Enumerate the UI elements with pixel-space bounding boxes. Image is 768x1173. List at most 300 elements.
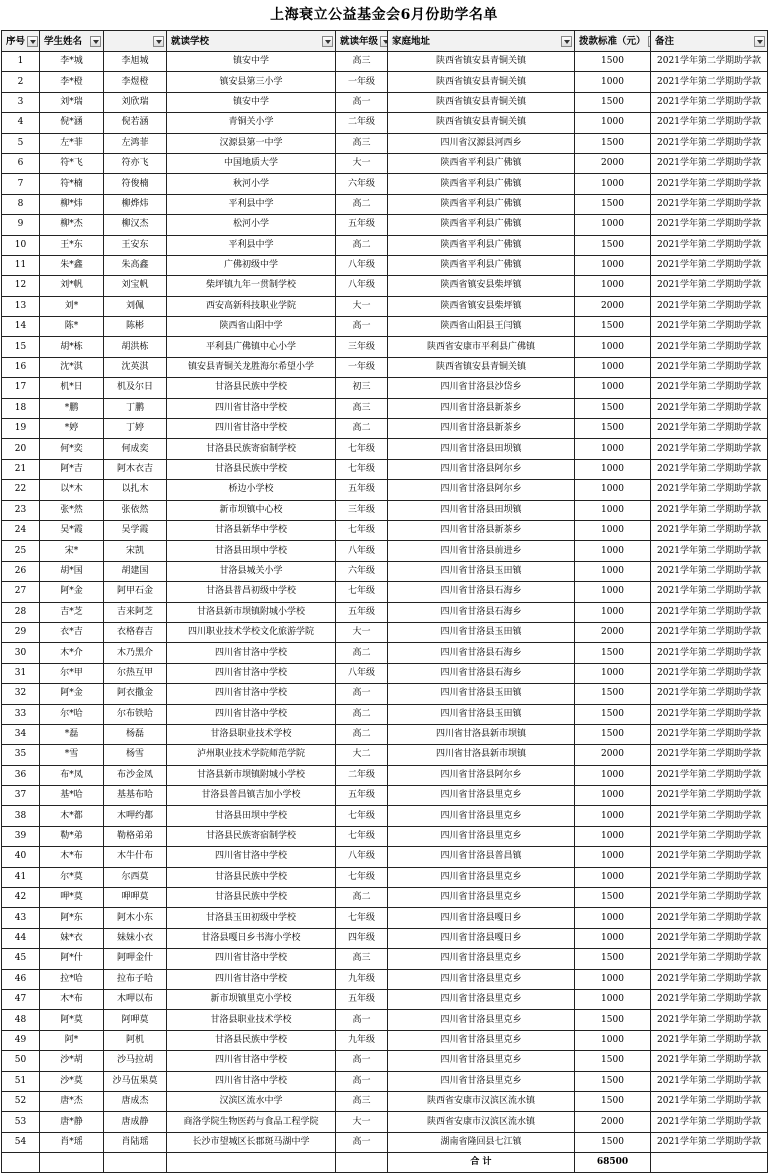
cell-amount: 1500	[575, 133, 651, 153]
cell-address: 四川省甘洛县新茶乡	[388, 520, 575, 540]
cell-full-name: 符俊楠	[104, 174, 167, 194]
table-row	[2, 1030, 768, 1050]
cell-address: 四川省甘洛县新市坝镇	[388, 724, 575, 744]
cell-grade: 五年级	[336, 989, 388, 1009]
cell-masked-name: 倪*涵	[40, 113, 104, 133]
cell-index: 45	[2, 949, 40, 969]
cell-remark: 2021学年第二学期助学款	[651, 194, 768, 214]
cell-remark: 2021学年第二学期助学款	[651, 153, 768, 173]
cell-address: 四川省甘洛县新茶乡	[388, 419, 575, 439]
total-cell	[2, 1153, 40, 1173]
cell-address: 陕西省镇安县青铜关镇	[388, 52, 575, 72]
cell-full-name: 木乃黑介	[104, 643, 167, 663]
cell-masked-name: 唐*杰	[40, 1091, 104, 1111]
cell-school: 甘洛县新市坝镇附城小学校	[167, 765, 336, 785]
cell-amount: 1000	[575, 439, 651, 459]
filter-dropdown-icon[interactable]	[153, 36, 164, 47]
cell-masked-name: 刘*瑞	[40, 92, 104, 112]
cell-amount: 1500	[575, 1071, 651, 1091]
cell-masked-name: 朱*鑫	[40, 255, 104, 275]
cell-grade: 高二	[336, 194, 388, 214]
cell-address: 四川省甘洛县普昌镇	[388, 847, 575, 867]
table-row	[2, 541, 768, 561]
cell-masked-name: 李*橙	[40, 72, 104, 92]
cell-school: 汉滨区流水中学	[167, 1091, 336, 1111]
cell-amount: 1000	[575, 1030, 651, 1050]
cell-remark: 2021学年第二学期助学款	[651, 174, 768, 194]
cell-school: 四川省甘洛中学校	[167, 1071, 336, 1091]
cell-index: 31	[2, 663, 40, 683]
cell-masked-name: 李*城	[40, 52, 104, 72]
cell-amount: 1000	[575, 541, 651, 561]
cell-masked-name: 胡*国	[40, 561, 104, 581]
cell-amount: 1500	[575, 888, 651, 908]
cell-address: 四川省甘洛县里克乡	[388, 786, 575, 806]
cell-masked-name: 沈*淇	[40, 357, 104, 377]
header-student-name: 学生姓名	[40, 31, 104, 52]
cell-address: 四川省甘洛县里克乡	[388, 949, 575, 969]
cell-amount: 1500	[575, 704, 651, 724]
cell-school: 四川职业技术学校文化旅游学院	[167, 622, 336, 642]
cell-full-name: 左鸿菲	[104, 133, 167, 153]
cell-index: 8	[2, 194, 40, 214]
cell-full-name: 勒格弟弟	[104, 826, 167, 846]
table-row	[2, 643, 768, 663]
cell-address: 陕西省平利县广佛镇	[388, 235, 575, 255]
cell-index: 47	[2, 989, 40, 1009]
cell-full-name: 木呷以布	[104, 989, 167, 1009]
cell-address: 四川省甘洛县里克乡	[388, 867, 575, 887]
filter-dropdown-icon[interactable]	[90, 36, 101, 47]
table-row	[2, 684, 768, 704]
cell-school: 四川省甘洛中学校	[167, 419, 336, 439]
table-row	[2, 1091, 768, 1111]
cell-index: 20	[2, 439, 40, 459]
cell-full-name: 丁鹏	[104, 398, 167, 418]
cell-full-name: 张依然	[104, 500, 167, 520]
filter-dropdown-icon[interactable]	[561, 36, 572, 47]
cell-masked-name: 肖*瑶	[40, 1132, 104, 1152]
cell-masked-name: 符*飞	[40, 153, 104, 173]
cell-index: 9	[2, 215, 40, 235]
cell-masked-name: 勒*弟	[40, 826, 104, 846]
table-row	[2, 439, 768, 459]
cell-address: 四川省汉源县河西乡	[388, 133, 575, 153]
cell-full-name: 吴学霞	[104, 520, 167, 540]
cell-amount: 1500	[575, 317, 651, 337]
cell-school: 新市坝镇里克小学校	[167, 989, 336, 1009]
table-row	[2, 113, 768, 133]
cell-index: 22	[2, 480, 40, 500]
table-row	[2, 398, 768, 418]
cell-remark: 2021学年第二学期助学款	[651, 52, 768, 72]
cell-amount: 1000	[575, 765, 651, 785]
cell-masked-name: 以*木	[40, 480, 104, 500]
cell-grade: 初三	[336, 378, 388, 398]
table-row	[2, 480, 768, 500]
cell-amount: 1500	[575, 235, 651, 255]
cell-grade: 七年级	[336, 439, 388, 459]
cell-index: 34	[2, 724, 40, 744]
cell-grade: 八年级	[336, 663, 388, 683]
cell-index: 37	[2, 786, 40, 806]
cell-amount: 1000	[575, 378, 651, 398]
table-row	[2, 194, 768, 214]
table-row	[2, 133, 768, 153]
cell-school: 甘洛县民族中学校	[167, 867, 336, 887]
cell-masked-name: 木*都	[40, 806, 104, 826]
cell-masked-name: 布*凤	[40, 765, 104, 785]
cell-index: 6	[2, 153, 40, 173]
cell-full-name: 以扎木	[104, 480, 167, 500]
table-row	[2, 1010, 768, 1030]
cell-school: 新市坝镇中心校	[167, 500, 336, 520]
cell-remark: 2021学年第二学期助学款	[651, 888, 768, 908]
cell-grade: 五年级	[336, 786, 388, 806]
cell-grade: 高二	[336, 419, 388, 439]
table-row	[2, 357, 768, 377]
cell-grade: 高三	[336, 52, 388, 72]
cell-index: 49	[2, 1030, 40, 1050]
cell-masked-name: 木*介	[40, 643, 104, 663]
cell-address: 陕西省平利县广佛镇	[388, 153, 575, 173]
cell-school: 四川省甘洛中学校	[167, 704, 336, 724]
cell-index: 26	[2, 561, 40, 581]
cell-remark: 2021学年第二学期助学款	[651, 398, 768, 418]
cell-masked-name: 木*布	[40, 989, 104, 1009]
cell-amount: 1000	[575, 867, 651, 887]
cell-amount: 2000	[575, 622, 651, 642]
cell-school: 四川省甘洛中学校	[167, 847, 336, 867]
cell-grade: 高二	[336, 704, 388, 724]
cell-index: 18	[2, 398, 40, 418]
cell-full-name: 倪若涵	[104, 113, 167, 133]
cell-full-name: 杨磊	[104, 724, 167, 744]
cell-school: 甘洛县新华中学校	[167, 520, 336, 540]
filter-dropdown-icon[interactable]	[322, 36, 333, 47]
cell-amount: 1000	[575, 255, 651, 275]
cell-masked-name: *雪	[40, 745, 104, 765]
cell-full-name: 机及尔日	[104, 378, 167, 398]
cell-full-name: 阿呷金什	[104, 949, 167, 969]
cell-masked-name: 沙*胡	[40, 1051, 104, 1071]
cell-grade: 七年级	[336, 806, 388, 826]
cell-amount: 1500	[575, 724, 651, 744]
total-cell	[104, 1153, 167, 1173]
header-grade: 就读年级	[336, 31, 388, 52]
cell-masked-name: 呷*莫	[40, 888, 104, 908]
cell-school: 甘洛县职业技术学校	[167, 724, 336, 744]
cell-full-name: 阿木衣吉	[104, 459, 167, 479]
table-row	[2, 663, 768, 683]
cell-remark: 2021学年第二学期助学款	[651, 622, 768, 642]
cell-school: 四川省甘洛中学校	[167, 398, 336, 418]
cell-grade: 高一	[336, 1071, 388, 1091]
cell-index: 24	[2, 520, 40, 540]
page-title: 上海衰立公益基金会6月份助学名单	[270, 7, 498, 23]
total-row	[2, 1153, 768, 1173]
cell-index: 30	[2, 643, 40, 663]
total-label: 合 计	[388, 1153, 575, 1173]
cell-address: 四川省甘洛县阿尔乡	[388, 459, 575, 479]
cell-address: 陕西省平利县广佛镇	[388, 194, 575, 214]
cell-masked-name: 阿*东	[40, 908, 104, 928]
cell-address: 四川省甘洛县石海乡	[388, 663, 575, 683]
table-row	[2, 378, 768, 398]
cell-masked-name: 阿*金	[40, 582, 104, 602]
cell-index: 23	[2, 500, 40, 520]
cell-masked-name: 胡*栋	[40, 337, 104, 357]
cell-full-name: 尔热互甲	[104, 663, 167, 683]
cell-school: 四川省甘洛中学校	[167, 643, 336, 663]
cell-grade: 高三	[336, 1091, 388, 1111]
cell-index: 48	[2, 1010, 40, 1030]
cell-school: 平利县广佛镇中心小学	[167, 337, 336, 357]
cell-full-name: 李煜橙	[104, 72, 167, 92]
cell-school: 四川省甘洛中学校	[167, 969, 336, 989]
cell-full-name: 丁婷	[104, 419, 167, 439]
cell-index: 7	[2, 174, 40, 194]
cell-grade: 八年级	[336, 255, 388, 275]
cell-index: 44	[2, 928, 40, 948]
cell-full-name: 妹妹小衣	[104, 928, 167, 948]
cell-remark: 2021学年第二学期助学款	[651, 337, 768, 357]
cell-remark: 2021学年第二学期助学款	[651, 1051, 768, 1071]
table-row	[2, 602, 768, 622]
cell-school: 青铜关小学	[167, 113, 336, 133]
cell-amount: 1000	[575, 969, 651, 989]
table-row	[2, 1132, 768, 1152]
cell-remark: 2021学年第二学期助学款	[651, 765, 768, 785]
cell-grade: 大一	[336, 296, 388, 316]
cell-address: 湖南省隆回县七江镇	[388, 1132, 575, 1152]
cell-grade: 高三	[336, 949, 388, 969]
cell-address: 陕西省安康市平利县广佛镇	[388, 337, 575, 357]
cell-amount: 1500	[575, 684, 651, 704]
cell-school: 甘洛县民族中学校	[167, 888, 336, 908]
cell-grade: 大一	[336, 153, 388, 173]
cell-address: 四川省甘洛县里克乡	[388, 969, 575, 989]
cell-index: 2	[2, 72, 40, 92]
cell-grade: 五年级	[336, 480, 388, 500]
table-row	[2, 561, 768, 581]
table-row	[2, 296, 768, 316]
cell-address: 陕西省镇安县柴坪镇	[388, 276, 575, 296]
cell-school: 长沙市望城区长郡斑马湖中学	[167, 1132, 336, 1152]
cell-masked-name: 刘*	[40, 296, 104, 316]
cell-remark: 2021学年第二学期助学款	[651, 745, 768, 765]
cell-masked-name: 尔*莫	[40, 867, 104, 887]
table-row	[2, 745, 768, 765]
table-row	[2, 806, 768, 826]
cell-grade: 高一	[336, 92, 388, 112]
cell-amount: 2000	[575, 1112, 651, 1132]
cell-index: 27	[2, 582, 40, 602]
table-row	[2, 235, 768, 255]
cell-address: 陕西省镇安县青铜关镇	[388, 113, 575, 133]
cell-remark: 2021学年第二学期助学款	[651, 113, 768, 133]
cell-index: 16	[2, 357, 40, 377]
header-remark: 备注	[651, 31, 768, 52]
cell-address: 四川省甘洛县新市坝镇	[388, 745, 575, 765]
cell-school: 甘洛县田坝中学校	[167, 541, 336, 561]
cell-masked-name: 阿*	[40, 1030, 104, 1050]
cell-school: 镇安中学	[167, 92, 336, 112]
cell-masked-name: 吴*霞	[40, 520, 104, 540]
cell-remark: 2021学年第二学期助学款	[651, 867, 768, 887]
filter-dropdown-icon[interactable]	[754, 36, 765, 47]
cell-address: 陕西省镇安县青铜关镇	[388, 357, 575, 377]
cell-amount: 1500	[575, 1010, 651, 1030]
cell-remark: 2021学年第二学期助学款	[651, 357, 768, 377]
cell-index: 42	[2, 888, 40, 908]
cell-address: 四川省甘洛县石海乡	[388, 582, 575, 602]
cell-masked-name: 尔*哈	[40, 704, 104, 724]
cell-amount: 2000	[575, 745, 651, 765]
cell-full-name: 符亦飞	[104, 153, 167, 173]
cell-index: 1	[2, 52, 40, 72]
cell-index: 51	[2, 1071, 40, 1091]
cell-remark: 2021学年第二学期助学款	[651, 969, 768, 989]
table-row	[2, 276, 768, 296]
cell-amount: 1500	[575, 194, 651, 214]
cell-school: 甘洛县民族中学校	[167, 378, 336, 398]
header-address: 家庭地址	[388, 31, 575, 52]
cell-address: 四川省甘洛县里克乡	[388, 1030, 575, 1050]
cell-masked-name: 阿*吉	[40, 459, 104, 479]
cell-address: 陕西省平利县广佛镇	[388, 174, 575, 194]
cell-grade: 八年级	[336, 847, 388, 867]
total-cell	[651, 1153, 768, 1173]
table-row	[2, 337, 768, 357]
cell-address: 四川省甘洛县玉田镇	[388, 561, 575, 581]
cell-masked-name: 左*菲	[40, 133, 104, 153]
total-amount: 68500	[575, 1153, 651, 1173]
cell-school: 松河小学	[167, 215, 336, 235]
cell-school: 甘洛县玉田初级中学校	[167, 908, 336, 928]
cell-full-name: 柳烨炜	[104, 194, 167, 214]
cell-address: 四川省甘洛县玉田镇	[388, 622, 575, 642]
table-row	[2, 215, 768, 235]
table-row	[2, 786, 768, 806]
cell-grade: 六年级	[336, 561, 388, 581]
header-row	[2, 31, 768, 52]
cell-remark: 2021学年第二学期助学款	[651, 1091, 768, 1111]
cell-school: 泸州职业技术学院师范学院	[167, 745, 336, 765]
cell-school: 柴坪镇九年一贯制学校	[167, 276, 336, 296]
cell-full-name: 阿呷莫	[104, 1010, 167, 1030]
cell-grade: 高一	[336, 1132, 388, 1152]
cell-grade: 九年级	[336, 1030, 388, 1050]
cell-masked-name: 柳*炜	[40, 194, 104, 214]
cell-index: 15	[2, 337, 40, 357]
cell-school: 四川省甘洛中学校	[167, 1051, 336, 1071]
cell-remark: 2021学年第二学期助学款	[651, 1132, 768, 1152]
cell-amount: 2000	[575, 153, 651, 173]
filter-dropdown-icon[interactable]	[380, 36, 387, 47]
cell-grade: 大二	[336, 745, 388, 765]
table-row	[2, 92, 768, 112]
cell-school: 商洛学院生物医药与食品工程学院	[167, 1112, 336, 1132]
header-index: 序号	[2, 31, 40, 52]
cell-amount: 1000	[575, 174, 651, 194]
cell-amount: 1500	[575, 1051, 651, 1071]
cell-amount: 1500	[575, 949, 651, 969]
cell-grade: 六年级	[336, 174, 388, 194]
cell-address: 四川省甘洛县里克乡	[388, 806, 575, 826]
cell-remark: 2021学年第二学期助学款	[651, 989, 768, 1009]
cell-remark: 2021学年第二学期助学款	[651, 1112, 768, 1132]
cell-address: 四川省甘洛县玉田镇	[388, 684, 575, 704]
cell-remark: 2021学年第二学期助学款	[651, 419, 768, 439]
cell-grade: 九年级	[336, 969, 388, 989]
cell-grade: 七年级	[336, 867, 388, 887]
cell-masked-name: 刘*帆	[40, 276, 104, 296]
cell-school: 平利县中学	[167, 194, 336, 214]
cell-grade: 大一	[336, 622, 388, 642]
table-row	[2, 928, 768, 948]
table-row	[2, 622, 768, 642]
filter-dropdown-icon[interactable]	[27, 36, 38, 47]
cell-grade: 一年级	[336, 357, 388, 377]
cell-index: 25	[2, 541, 40, 561]
cell-amount: 1000	[575, 806, 651, 826]
cell-remark: 2021学年第二学期助学款	[651, 317, 768, 337]
cell-full-name: 吉来阿芝	[104, 602, 167, 622]
cell-remark: 2021学年第二学期助学款	[651, 786, 768, 806]
cell-school: 秋河小学	[167, 174, 336, 194]
cell-full-name: 刘欣瑞	[104, 92, 167, 112]
cell-remark: 2021学年第二学期助学款	[651, 1071, 768, 1091]
cell-remark: 2021学年第二学期助学款	[651, 928, 768, 948]
table-row	[2, 459, 768, 479]
cell-address: 四川省甘洛县阿尔乡	[388, 765, 575, 785]
cell-school: 甘洛县城关小学	[167, 561, 336, 581]
cell-grade: 高三	[336, 398, 388, 418]
cell-masked-name: 衣*吉	[40, 622, 104, 642]
cell-full-name: 布沙金凤	[104, 765, 167, 785]
cell-full-name: 唐成静	[104, 1112, 167, 1132]
header-school: 就读学校	[167, 31, 336, 52]
header-full-name	[104, 31, 167, 52]
cell-grade: 高二	[336, 724, 388, 744]
cell-grade: 七年级	[336, 826, 388, 846]
cell-grade: 大一	[336, 1112, 388, 1132]
cell-school: 甘洛县民族寄宿制学校	[167, 826, 336, 846]
cell-index: 11	[2, 255, 40, 275]
cell-full-name: 尔布铁哈	[104, 704, 167, 724]
table-body	[2, 52, 768, 1153]
total-cell	[40, 1153, 104, 1173]
cell-masked-name: 何*奕	[40, 439, 104, 459]
cell-amount: 1000	[575, 113, 651, 133]
cell-masked-name: 拉*哈	[40, 969, 104, 989]
cell-school: 平利县中学	[167, 235, 336, 255]
cell-amount: 1000	[575, 276, 651, 296]
table-row	[2, 908, 768, 928]
cell-remark: 2021学年第二学期助学款	[651, 215, 768, 235]
table-row	[2, 52, 768, 72]
header-amount: 拨款标准（元）	[575, 31, 651, 52]
cell-remark: 2021学年第二学期助学款	[651, 276, 768, 296]
table-row	[2, 419, 768, 439]
cell-remark: 2021学年第二学期助学款	[651, 541, 768, 561]
cell-masked-name: 柳*杰	[40, 215, 104, 235]
cell-masked-name: 符*楠	[40, 174, 104, 194]
cell-full-name: 沙马伍果莫	[104, 1071, 167, 1091]
cell-grade: 高一	[336, 684, 388, 704]
cell-school: 甘洛县职业技术学校	[167, 1010, 336, 1030]
